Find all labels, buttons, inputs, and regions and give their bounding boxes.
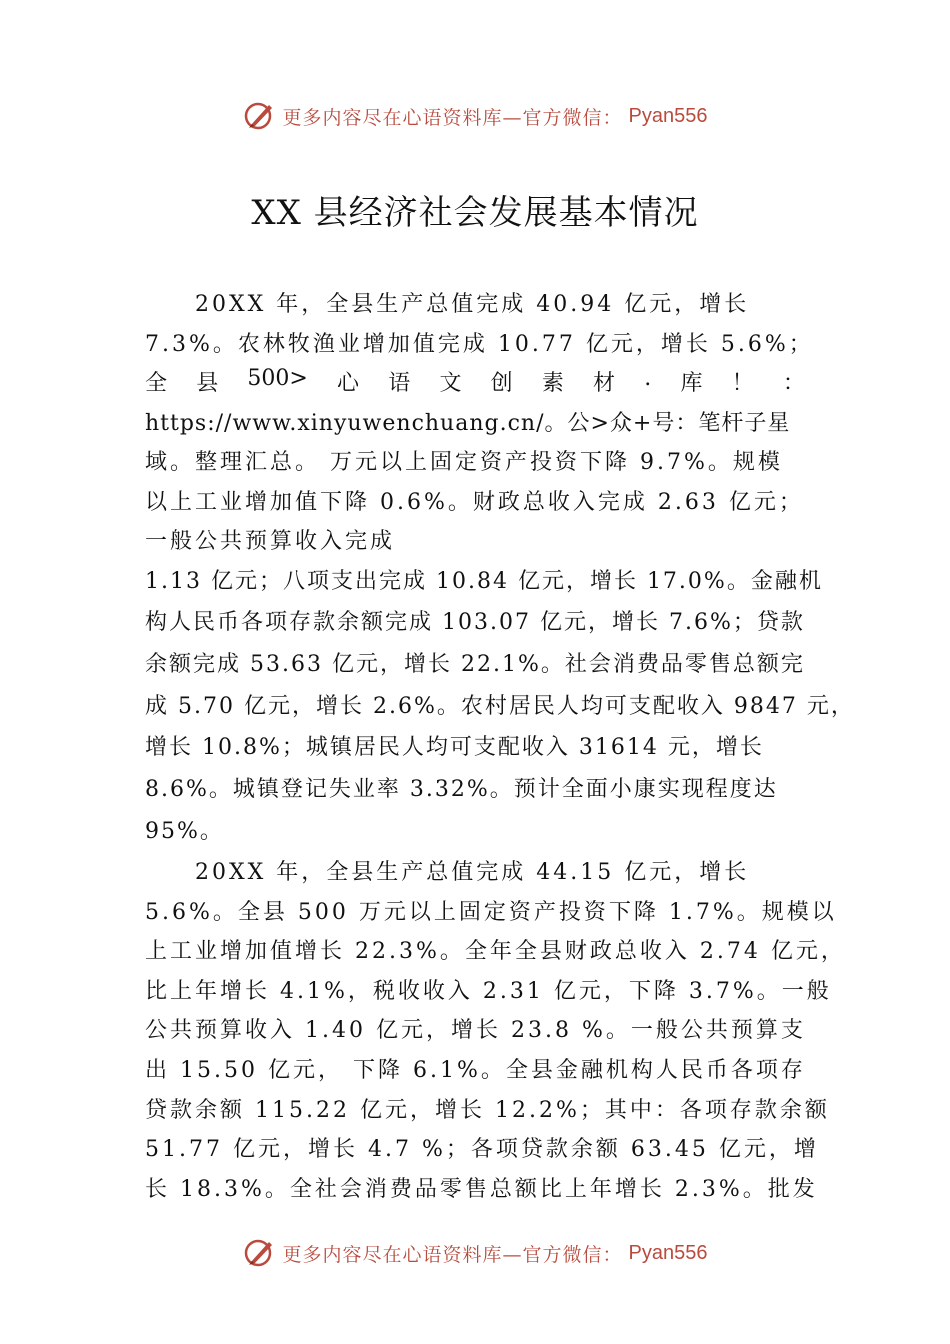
paragraph1-line: 1.13 亿元；八项支出完成 10.84 亿元，增长 17.0%。金融机	[145, 569, 823, 594]
quill-pen-logo-icon	[243, 99, 277, 133]
paragraph1-line: 95%。	[145, 819, 224, 844]
spaced-char: 材	[593, 371, 616, 396]
header-watermark-banner	[0, 96, 950, 136]
spaced-char: 语	[388, 371, 411, 396]
paragraph1-spaced-line	[145, 366, 805, 397]
paragraph1-line: 7.3%。农林牧渔业增加值完成 10.77 亿元，增长 5.6%；	[145, 332, 814, 357]
banner-text: 更多内容尽在心语资料库—官方微信：	[282, 1243, 623, 1266]
paragraph1-line: 成 5.70 亿元，增长 2.6%。农村居民人均可支配收入 9847 元，	[145, 694, 855, 719]
banner-wechat-handle: Pyan556	[628, 1241, 708, 1264]
paragraph1-line: 域。整理汇总。 万元以上固定资产投资下降 9.7%。规模	[145, 450, 783, 475]
paragraph1-line: 构人民币各项存款余额完成 103.07 亿元，增长 7.6%；贷款	[145, 610, 805, 635]
paragraph2-line: 20XX 年，全县生产总值完成 44.15 亿元，增长	[195, 860, 750, 885]
paragraph1-line: 一般公共预算收入完成	[145, 529, 396, 554]
paragraph2-line: 出 15.50 亿元， 下降 6.1%。全县金融机构人民币各项存	[145, 1058, 806, 1083]
footer-watermark-banner	[0, 1233, 950, 1273]
spaced-char: ：	[782, 371, 805, 396]
page-title: XX 县经济社会发展基本情况	[251, 193, 699, 233]
spaced-char: 全	[145, 371, 168, 396]
spaced-char: 素	[541, 371, 564, 396]
paragraph2-line: 公共预算收入 1.40 亿元，增长 23.8 %。一般公共预算支	[145, 1018, 806, 1043]
paragraph2-line: 上工业增加值增长 22.3%。全年全县财政总收入 2.74 亿元，	[145, 939, 846, 964]
paragraph2-line: 贷款余额 115.22 亿元，增长 12.2%；其中：各项存款余额	[145, 1098, 830, 1123]
paragraph1-line: 余额完成 53.63 亿元，增长 22.1%。社会消费品零售总额完	[145, 652, 805, 677]
quill-pen-logo-icon	[243, 1236, 277, 1270]
spaced-char: 县	[196, 371, 219, 396]
paragraph2-line: 比上年增长 4.1%，税收收入 2.31 亿元，下降 3.7%。一般	[145, 979, 832, 1004]
paragraph1-line: 20XX 年，全县生产总值完成 40.94 亿元，增长	[195, 292, 750, 317]
spaced-char: 创	[490, 371, 513, 396]
banner-text: 更多内容尽在心语资料库—官方微信：	[282, 106, 623, 129]
spaced-char: 500>	[247, 366, 308, 391]
spaced-char: 心	[337, 371, 360, 396]
paragraph1-line: 8.6%。城镇登记失业率 3.32%。预计全面小康实现程度达	[145, 777, 778, 802]
paragraph2-line: 长 18.3%。全社会消费品零售总额比上年增长 2.3%。批发	[145, 1177, 818, 1202]
paragraph1-url-line: https://www.xinyuwenchuang.cn/。公>众+号：笔杆子星	[145, 411, 791, 436]
spaced-char: 库	[680, 371, 703, 396]
banner-wechat-handle: Pyan556	[628, 104, 708, 127]
paragraph1-line: 增长 10.8%；城镇居民人均可支配收入 31614 元，增长	[145, 735, 764, 760]
spaced-char: ！	[731, 371, 754, 396]
spaced-char: .	[644, 366, 652, 391]
paragraph2-line: 5.6%。全县 500 万元以上固定资产投资下降 1.7%。规模以	[145, 900, 837, 925]
spaced-char: 文	[439, 371, 462, 396]
paragraph1-line: 以上工业增加值下降 0.6%。财政总收入完成 2.63 亿元；	[145, 490, 804, 515]
paragraph2-line: 51.77 亿元，增长 4.7 %；各项贷款余额 63.45 亿元，增	[145, 1137, 819, 1162]
